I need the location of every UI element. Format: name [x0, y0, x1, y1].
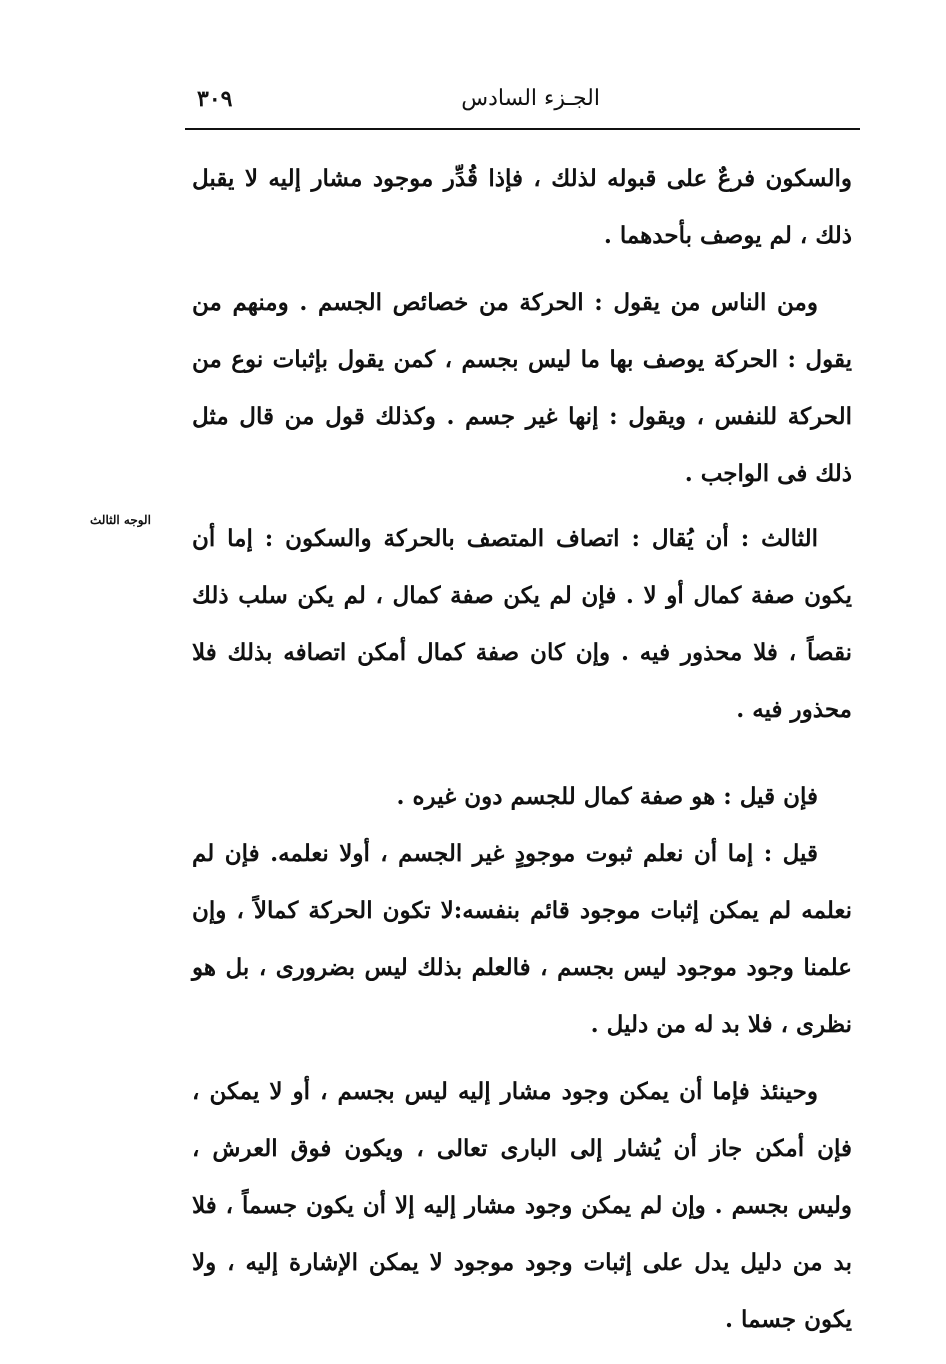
paragraph-reply: قيل : إما أن نعلم ثبوت موجودٍ غير الجسم ، أولا نعلمه. فإن لم نعلمه لم يمكن إثبات موجود قائم بنفسه:لا تكون الحركة كمالاً ، وإن علمنا وجود موجود ليس بجسم ، فالعلم بذلك ليس بضرورى ، بل هو نظرى ، فلا بد له من دليل .	[192, 840, 852, 1038]
margin-note: الوجه الثالث	[90, 513, 151, 527]
paragraph-conclusion: وحينئذ فإما أن يمكن وجود مشار إليه ليس بجسم ، أو لا يمكن ، فإن أمكن جاز أن يُشار إلى البارى تعالى ، ويكون فوق العرش ، وليس بجسم . وإن لم يمكن وجود مشار إليه إلا أن يكون جسماً ، فلا بد من دليل يدل على إثبات وجود موجود لا يمكن الإشارة إليه ، ولا يكون جسما .	[192, 1078, 852, 1333]
header-title: الجـزء السادس	[461, 86, 600, 111]
third-aspect-heading: الثالث :	[740, 525, 819, 552]
header-rule	[185, 128, 860, 130]
paragraph-third-aspect	[192, 510, 852, 738]
page-number: ٣٠٩	[197, 86, 233, 112]
paragraph-continuation: والسكون فرعٌ على قبوله لذلك ، فإذا قُدِّر موجود مشار إليه لا يقبل ذلك ، لم يوصف بأحدهما .	[192, 165, 852, 249]
paragraph-motion-views: ومن الناس من يقول : الحركة من خصائص الجسم . ومنهم من يقول : الحركة يوصف بها ما ليس بجسم ، كمن يقول بإثبات نوع من الحركة للنفس ، ويقول : إنها غير جسم . وكذلك قول من قال مثل ذلك فى الواجب .	[192, 289, 852, 487]
paragraph-objection: فإن قيل : هو صفة كمال للجسم دون غيره .	[396, 783, 818, 810]
body-text	[192, 150, 852, 1348]
third-aspect-text: أن يُقال : اتصاف المتصف بالحركة والسكون : إما أن يكون صفة كمال أو لا . فإن لم يكن صفة كمال ، لم يكن سلب ذلك نقصاً ، فلا محذور فيه . وإن كان صفة كمال أمكن اتصافه بذلك فلا محذور فيه .	[192, 525, 852, 723]
running-header	[185, 80, 860, 130]
